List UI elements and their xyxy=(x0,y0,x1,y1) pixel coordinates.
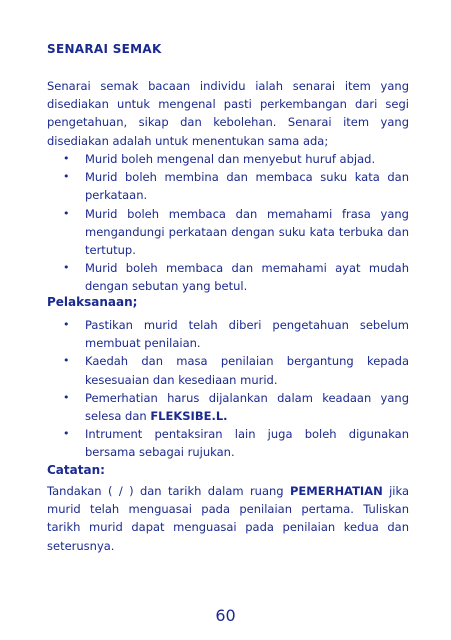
list-item-text: Pemerhatian harus dijalankan dalam keadaan yang selesa dan xyxy=(85,390,409,424)
list-item xyxy=(47,168,409,204)
catatan-heading: Catatan: xyxy=(47,463,105,477)
checklist-list xyxy=(47,150,409,296)
page-number: 60 xyxy=(215,606,236,625)
list-item-text: Pastikan murid telah diberi pengetahuan sebelum membuat penilaian. xyxy=(85,318,409,351)
list-item xyxy=(47,205,409,260)
list-item xyxy=(47,150,409,168)
intro-paragraph: Senarai semak bacaan individu ialah senarai item yang disediakan untuk mengenal pasti perkembangan dari segi pengetahuan, sikap dan kebolehan. Senarai item yang disediakan adalah untuk menentukan sama ada; xyxy=(47,79,409,148)
fleksibel-emphasis: FLEKSIBE.L. xyxy=(150,409,228,424)
list-item-text: Kaedah dan masa penilaian bergantung kepada kesesuaian dan kesediaan murid. xyxy=(85,354,409,387)
bullet-icon: • xyxy=(63,261,70,275)
list-item xyxy=(47,352,409,388)
bullet-icon: • xyxy=(63,152,70,165)
list-item xyxy=(47,259,409,295)
catatan-text-before: Tandakan ( / ) dan tarikh dalam ruang xyxy=(47,484,290,498)
list-item-text: Murid boleh membina dan membaca suku kata dan perkataan. xyxy=(85,170,409,203)
list-item-text: Murid boleh mengenal dan menyebut huruf abjad. xyxy=(85,152,376,166)
catatan-paragraph xyxy=(47,482,409,555)
catatan-text-after: jika murid telah menguasai pada penilaian pertama. Tuliskan tarikh murid dapat menguasai pada penilaian kedua dan seterusnya. xyxy=(47,484,409,553)
bullet-icon: • xyxy=(63,170,70,184)
list-item xyxy=(47,389,409,425)
bullet-icon: • xyxy=(63,354,70,368)
pemerhatian-emphasis: PEMERHATIAN xyxy=(290,484,383,498)
list-item xyxy=(47,425,409,461)
list-item xyxy=(47,316,409,352)
list-item-text: Murid boleh membaca dan memahami ayat mudah dengan sebutan yang betul. xyxy=(85,261,409,294)
pelaksanaan-heading: Pelaksanaan; xyxy=(47,295,138,309)
page-title: SENARAI SEMAK xyxy=(47,42,162,56)
bullet-icon: • xyxy=(63,206,70,220)
bullet-icon: • xyxy=(63,318,70,331)
bullet-icon: • xyxy=(63,427,70,441)
bullet-icon: • xyxy=(63,390,70,404)
list-item-text: Intrument pentaksiran lain juga boleh digunakan bersama sebagai rujukan. xyxy=(85,427,409,460)
list-item-text: Murid boleh membaca dan memahami frasa yang mengandungi perkataan dengan suku kata terbuka dan tertutup. xyxy=(85,206,409,258)
pelaksanaan-list xyxy=(47,316,409,462)
